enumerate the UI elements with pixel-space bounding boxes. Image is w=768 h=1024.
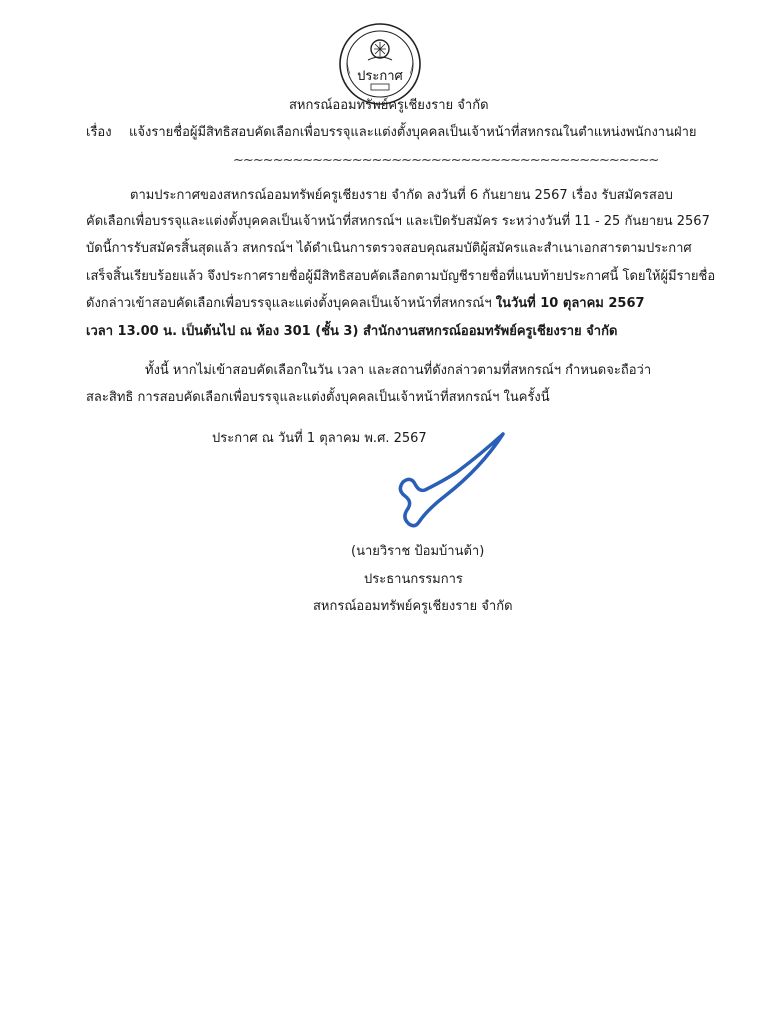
paragraph1-line5-text: ดังกล่าวเข้าสอบคัดเลือกเพื่อบรรจุและแต่งตั้งบุคคลเป็นเจ้าหน้าที่สหกรณ์ฯ (86, 296, 496, 311)
exam-date: ในวันที่ 10 ตุลาคม 2567 (495, 296, 645, 311)
paragraph1-line3: บัดนี้การรับสมัครสิ้นสุดแล้ว สหกรณ์ฯ ได้ดำเนินการตรวจสอบคุณสมบัติผู้สมัครและสำเนาเอกสารตามประกาศ (86, 241, 692, 256)
subject-label: เรื่อง (86, 125, 112, 140)
subject-text: แจ้งรายชื่อผู้มีสิทธิสอบคัดเลือกเพื่อบรรจุและแต่งตั้งบุคคลเป็นเจ้าหน้าที่สหกรณในตำแหน่งพนักงานฝ่าย (129, 125, 697, 140)
cooperative-seal-logo (338, 22, 422, 106)
signer-organization: สหกรณ์ออมทรัพย์ครูเชียงราย จำกัด (313, 599, 513, 614)
paragraph1-line4: เสร็จสิ้นเรียบร้อยแล้ว จึงประกาศรายชื่อผู้มีสิทธิสอบคัดเลือกตามบัญชีรายชื่อที่แนบท้ายประกาศนี้ โดยให้ผู้มีรายชื่อ (86, 269, 716, 284)
seal-label: ประกาศ (357, 69, 403, 84)
announcement-date: ประกาศ ณ วันที่ 1 ตุลาคม พ.ศ. 2567 (212, 431, 427, 446)
paragraph2-line1: ทั้งนี้ หากไม่เข้าสอบคัดเลือกในวัน เวลา และสถานที่ดังกล่าวตามที่สหกรณ์ฯ กำหนดจะถือว่า (145, 363, 652, 378)
signer-name: (นายวิราช ป้อมบ้านต้า) (351, 544, 485, 559)
exam-time-location: เวลา 13.00 น. เป็นต้นไป ณ ห้อง 301 (ชั้น 3) สำนักงานสหกรณ์ออมทรัพย์ครูเชียงราย จำกัด (86, 324, 618, 339)
paragraph2-line2: สละสิทธิ การสอบคัดเลือกเพื่อบรรจุและแต่งตั้งบุคคลเป็นเจ้าหน้าที่สหกรณ์ฯ ในครั้งนี้ (86, 390, 550, 405)
paragraph1-line5 (86, 295, 645, 313)
organization-title: สหกรณ์ออมทรัพย์ครูเชียงราย จำกัด (289, 98, 489, 113)
signer-position: ประธานกรรมการ (364, 572, 463, 587)
paragraph1-line2: คัดเลือกเพื่อบรรจุและแต่งตั้งบุคคลเป็นเจ้าหน้าที่สหกรณ์ฯ และเปิดรับสมัคร ระหว่างวันที่ 11 - 25 กันยายน 2567 (86, 214, 710, 229)
handwritten-signature (385, 424, 515, 534)
paragraph1-line1: ตามประกาศของสหกรณ์ออมทรัพย์ครูเชียงราย จำกัด ลงวันที่ 6 กันยายน 2567 เรื่อง รับสมัครสอบ (130, 188, 673, 203)
tilde-divider: ~~~~~~~~~~~~~~~~~~~~~~~~~~~~~~~~~~~~~~~~~~~ (233, 153, 659, 168)
